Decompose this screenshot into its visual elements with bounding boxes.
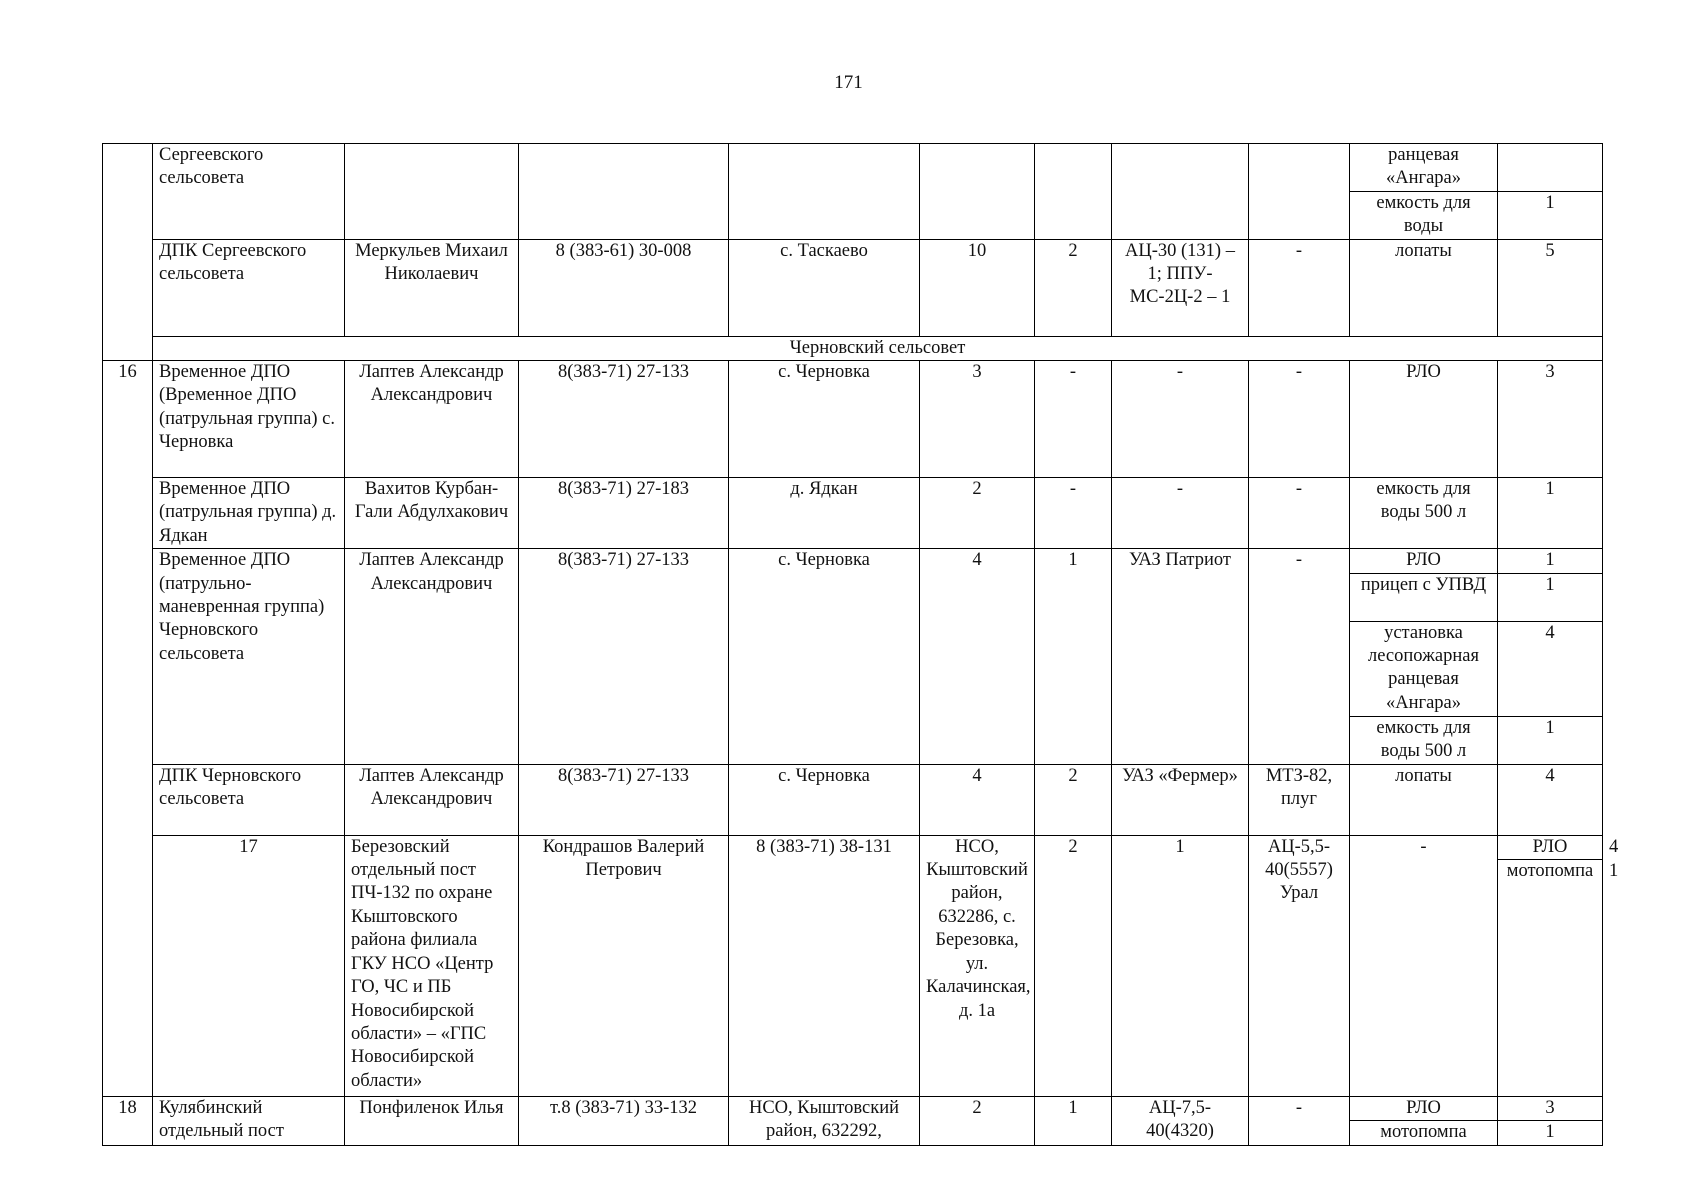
head-cell: Лаптев Александр Александрович	[345, 361, 519, 478]
table-row	[103, 1097, 1603, 1121]
org-cell: Березовский отдельный пост ПЧ-132 по охране Кыштовского района филиала ГКУ НСО «Центр ГО, ЧС и ПБ Новосибирской области» – «ГПС Новосибирской области»	[345, 835, 519, 1096]
units-cell: 1	[1035, 549, 1112, 764]
equipment-cell: мотопомпа	[1498, 860, 1603, 1097]
org-cell: Сергеевского сельсовета	[153, 144, 345, 240]
people-cell: 2	[1035, 835, 1112, 1096]
equipment-qty-cell: 5	[1498, 239, 1603, 336]
equipment-cell: ранцевая «Ангара»	[1350, 144, 1498, 192]
equipment-cell: емкость для воды 500 л	[1350, 716, 1498, 764]
other-tech-cell: -	[1249, 1097, 1350, 1146]
equipment-qty-cell: 1	[1498, 478, 1603, 549]
row-number-cell	[103, 144, 153, 361]
head-cell: Кондрашов Валерий Петрович	[519, 835, 729, 1096]
other-tech-cell: -	[1249, 361, 1350, 478]
phone-cell: т.8 (383-71) 33-132	[519, 1097, 729, 1146]
other-tech-cell: -	[1249, 549, 1350, 764]
equipment-qty-cell: 4	[1498, 764, 1603, 835]
units-cell	[1035, 144, 1112, 240]
place-cell: с. Черновка	[729, 361, 920, 478]
table-row	[103, 478, 1603, 549]
phone-cell: 8(383-71) 27-183	[519, 478, 729, 549]
head-cell: Вахитов Курбан-Гали Абдулхакович	[345, 478, 519, 549]
table-row	[103, 549, 1603, 573]
table-row	[103, 764, 1603, 835]
vehicles-cell: АЦ-5,5-40(5557) Урал	[1249, 835, 1350, 1096]
equipment-cell: прицеп с УПВД	[1350, 573, 1498, 621]
row-number-cell: 16	[103, 361, 153, 1097]
place-cell: с. Таскаево	[729, 239, 920, 336]
head-cell: Лаптев Александр Александрович	[345, 549, 519, 764]
table-row: 17 Березовский отдельный пост ПЧ-132 по охране Кыштовского района филиала ГКУ НСО «Центр ГО, ЧС и ПБ Новосибирской области» – «ГПС Новосибирской области» Кондрашов Валерий Петрович 8 (383-71) 38-131 НСО, Кыштовский район, 632286, с. Березовка, ул. Калачинская, д. 1а 2 1 АЦ-5,5-40(5557) Урал - РЛО 4	[103, 835, 1603, 859]
other-tech-cell: -	[1249, 478, 1350, 549]
people-cell: 4	[920, 764, 1035, 835]
equipment-qty-cell: 1	[1498, 716, 1603, 764]
units-cell: -	[1035, 478, 1112, 549]
equipment-cell: лопаты	[1350, 764, 1498, 835]
people-cell: 2	[920, 1097, 1035, 1146]
table-row	[103, 144, 1603, 192]
other-tech-cell: -	[1249, 239, 1350, 336]
equipment-qty-cell: 4	[1498, 621, 1603, 716]
row-number-cell: 18	[103, 1097, 153, 1146]
other-tech-cell: -	[1350, 835, 1498, 1096]
table-row	[103, 361, 1603, 478]
equipment-cell: РЛО	[1350, 549, 1498, 573]
people-cell: 3	[920, 361, 1035, 478]
org-cell: Временное ДПО (Временное ДПО (патрульная группа) с. Черновка	[153, 361, 345, 478]
vehicles-cell: УАЗ «Фермер»	[1112, 764, 1249, 835]
table-row	[103, 239, 1603, 336]
equipment-cell: установка лесопожарная ранцевая «Ангара»	[1350, 621, 1498, 716]
equipment-qty-cell: 3	[1498, 1097, 1603, 1121]
people-cell: 10	[920, 239, 1035, 336]
phone-cell	[519, 144, 729, 240]
units-cell: 2	[1035, 239, 1112, 336]
org-cell: Временное ДПО (патрульная группа) д. Ядкан	[153, 478, 345, 549]
place-cell: д. Ядкан	[729, 478, 920, 549]
equipment-cell: емкость для воды	[1350, 191, 1498, 239]
people-cell	[920, 144, 1035, 240]
page-number: 171	[834, 72, 863, 93]
place-cell	[729, 144, 920, 240]
phone-cell: 8(383-71) 27-133	[519, 764, 729, 835]
head-cell	[345, 144, 519, 240]
vehicles-cell: АЦ-30 (131) – 1; ППУ-МС-2Ц-2 – 1	[1112, 239, 1249, 336]
fire-brigades-table	[102, 143, 1619, 1146]
row-number-cell: 17	[153, 835, 345, 1096]
phone-cell: 8 (383-71) 38-131	[729, 835, 920, 1096]
equipment-cell: РЛО	[1350, 1097, 1498, 1121]
section-row	[103, 336, 1603, 360]
vehicles-cell	[1112, 144, 1249, 240]
vehicles-cell: АЦ-7,5-40(4320)	[1112, 1097, 1249, 1146]
equipment-cell: емкость для воды 500 л	[1350, 478, 1498, 549]
section-title: Черновский сельсовет	[153, 336, 1603, 360]
units-cell: 1	[1035, 1097, 1112, 1146]
equipment-qty-cell: 3	[1498, 361, 1603, 478]
phone-cell: 8 (383-61) 30-008	[519, 239, 729, 336]
vehicles-cell: УАЗ Патриот	[1112, 549, 1249, 764]
head-cell: Меркульев Михаил Николаевич	[345, 239, 519, 336]
equipment-cell: мотопомпа	[1350, 1121, 1498, 1145]
head-cell: Лаптев Александр Александрович	[345, 764, 519, 835]
vehicles-cell: -	[1112, 361, 1249, 478]
equipment-cell: лопаты	[1350, 239, 1498, 336]
org-cell: ДПК Сергеевского сельсовета	[153, 239, 345, 336]
equipment-qty-cell: 1	[1498, 573, 1603, 621]
org-cell: ДПК Черновского сельсовета	[153, 764, 345, 835]
equipment-qty-cell: 1	[1498, 1121, 1603, 1145]
units-cell: 2	[1035, 764, 1112, 835]
place-cell: НСО, Кыштовский район, 632292,	[729, 1097, 920, 1146]
equipment-cell: РЛО	[1498, 835, 1603, 859]
equipment-qty-cell	[1498, 144, 1603, 192]
phone-cell: 8(383-71) 27-133	[519, 361, 729, 478]
other-tech-cell	[1249, 144, 1350, 240]
units-cell: -	[1035, 361, 1112, 478]
place-cell: с. Черновка	[729, 549, 920, 764]
org-cell: Кулябинский отдельный пост	[153, 1097, 345, 1146]
units-cell: 1	[1112, 835, 1249, 1096]
people-cell: 2	[920, 478, 1035, 549]
vehicles-cell: -	[1112, 478, 1249, 549]
place-cell: НСО, Кыштовский район, 632286, с. Березовка, ул. Калачинская, д. 1а	[920, 835, 1035, 1096]
people-cell: 4	[920, 549, 1035, 764]
equipment-qty-cell: 1	[1498, 191, 1603, 239]
equipment-qty-cell: 1	[1498, 549, 1603, 573]
other-tech-cell: МТЗ-82, плуг	[1249, 764, 1350, 835]
table-row: мотопомпа 1	[103, 860, 1603, 1097]
org-cell: Временное ДПО (патрульно-маневренная группа) Черновского сельсовета	[153, 549, 345, 764]
place-cell: с. Черновка	[729, 764, 920, 835]
head-cell: Понфиленок Илья	[345, 1097, 519, 1146]
phone-cell: 8(383-71) 27-133	[519, 549, 729, 764]
equipment-cell: РЛО	[1350, 361, 1498, 478]
